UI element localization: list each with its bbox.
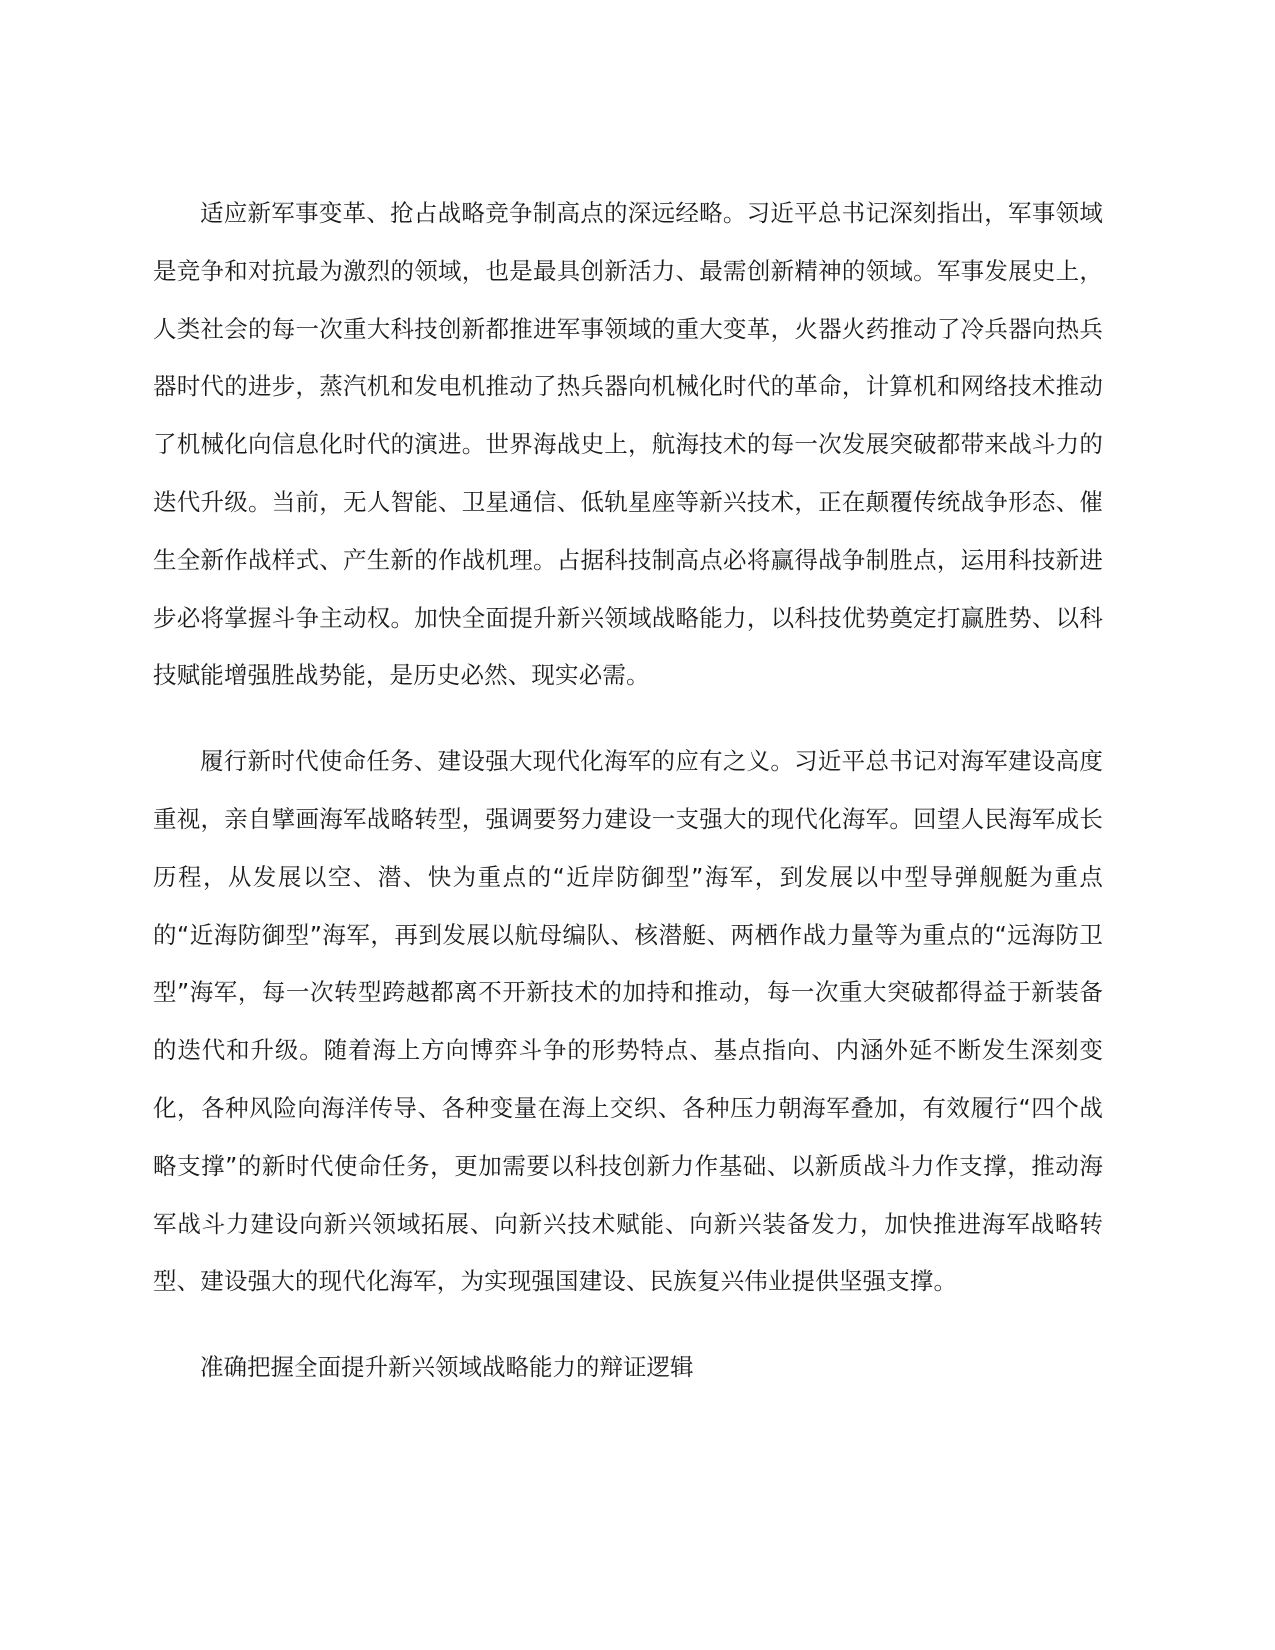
section-heading: 准确把握全面提升新兴领域战略能力的辩证逻辑 (200, 1353, 694, 1382)
body-paragraph-1: 适应新军事变革、抢占战略竞争制高点的深远经略。习近平总书记深刻指出，军事领域是竞争和对抗最为激烈的领域，也是最具创新活力、最需创新精神的领域。军事发展史上，人类社会的每一次重大科技创新都推进军事领域的重大变革，火器火药推动了冷兵器向热兵器时代的进步，蒸汽机和发电机推动了热兵器向机械化时代的革命，计算机和网络技术推动了机械化向信息化时代的演进。世界海战史上，航海技术的每一次发展突破都带来战斗力的迭代升级。当前，无人智能、卫星通信、低轨星座等新兴技术，正在颠覆传统战争形态、催生全新作战样式、产生新的作战机理。占据科技制高点必将赢得战争制胜点，运用科技新进步必将掌握斗争主动权。加快全面提升新兴领域战略能力，以科技优势奠定打赢胜势、以科技赋能增强胜战势能，是历史必然、现实必需。 (153, 199, 1103, 690)
body-paragraph-2: 履行新时代使命任务、建设强大现代化海军的应有之义。习近平总书记对海军建设高度重视，亲自擘画海军战略转型，强调要努力建设一支强大的现代化海军。回望人民海军成长历程，从发展以空、潜、快为重点的“近岸防御型”海军，到发展以中型导弹舰艇为重点的“近海防御型”海军，再到发展以航母编队、核潜艇、两栖作战力量等为重点的“远海防卫型”海军，每一次转型跨越都离不开新技术的加持和推动，每一次重大突破都得益于新装备的迭代和升级。随着海上方向博弈斗争的形势特点、基点指向、内涵外延不断发生深刻变化，各种风险向海洋传导、各种变量在海上交织、各种压力朝海军叠加，有效履行“四个战略支撑”的新时代使命任务，更加需要以科技创新力作基础、以新质战斗力作支撑，推动海军战斗力建设向新兴领域拓展、向新兴技术赋能、向新兴装备发力，加快推进海军战略转型、建设强大的现代化海军，为实现强国建设、民族复兴伟业提供坚强支撑。 (153, 747, 1103, 1296)
document-body (153, 185, 1103, 1397)
